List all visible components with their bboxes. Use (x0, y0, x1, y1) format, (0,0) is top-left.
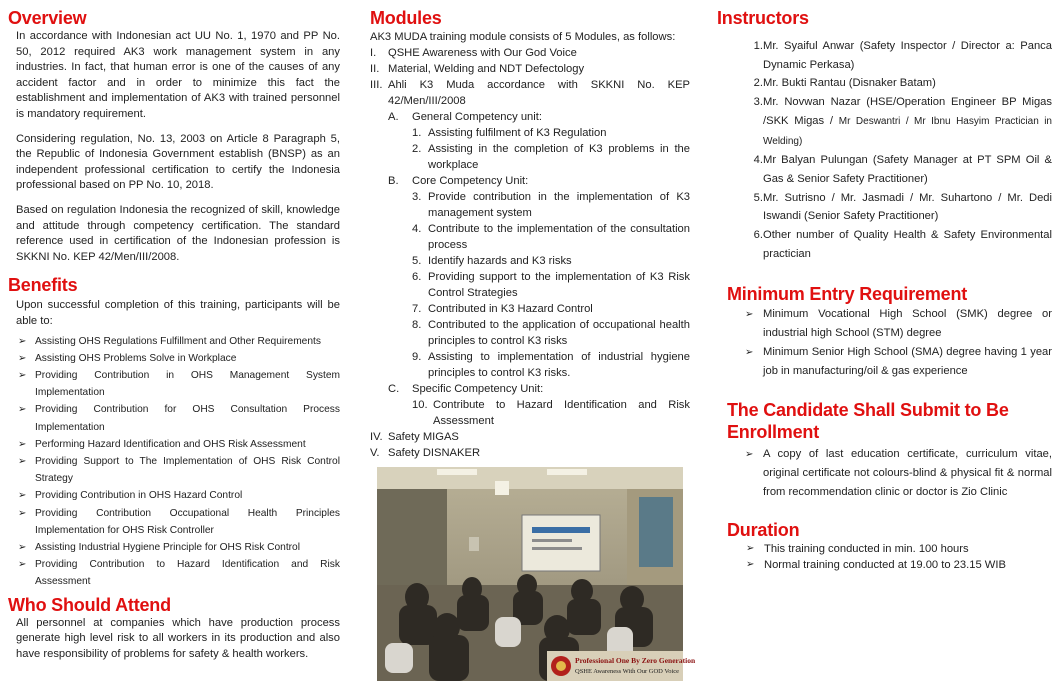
list-item: 5. Mr. Sutrisno / Mr. Jasmadi / Mr. Suhartono / Mr. Dedi Iswandi (Senior Safety Practitioner) (753, 191, 1052, 223)
benefits-intro: Upon successful completion of this training, participants will be able to: (16, 299, 340, 327)
module-unit: 9. Assisting to implementation of industrial hygiene principles to control K3 risks. (412, 351, 690, 379)
list-item: ➢ Performing Hazard Identification and OHS Risk Assessment (18, 436, 340, 453)
module-unit: 8. Contributed to the application of occupational health principles to control K3 risks (412, 319, 690, 347)
module-row: III. Ahli K3 Muda accordance with SKKNI No. KEP 42/Men/III/2008 (370, 79, 690, 107)
attend-body (8, 616, 340, 663)
modules-intro: AK3 MUDA training module consists of 5 Modules, as follows: (370, 31, 676, 43)
list-item: ➢ Assisting OHS Regulations Fulfillment and Other Requirements (18, 333, 340, 350)
arrow-bullet-icon: ➢ (746, 559, 755, 571)
modules-body (370, 29, 690, 461)
list-item: ➢ Minimum Senior High School (SMA) degree having 1 year job in manufacturing/oil & gas experience (745, 343, 1052, 381)
list-item: ➢ Normal training conducted at 19.00 to 23.15 WIB (746, 559, 1006, 572)
arrow-bullet-icon: ➢ (18, 455, 27, 467)
arrow-bullet-icon: ➢ (745, 449, 754, 461)
list-item: ➢ A copy of last education certificate, curriculum vitae, original certificate not colours-blind & physical fit & normal from recommendation clinic or doctor is Zio Clinic (745, 445, 1052, 502)
submit-list (727, 445, 1052, 502)
list-item: 6. Other number of Quality Health & Safety Environmental practician (753, 229, 1052, 260)
arrow-bullet-icon: ➢ (745, 347, 754, 359)
arrow-bullet-icon: ➢ (745, 309, 754, 321)
duration-heading: Duration (727, 520, 800, 541)
overview-body (8, 29, 340, 265)
column-middle (370, 0, 696, 690)
modules-heading: Modules (370, 8, 442, 28)
instructors-list (727, 37, 1052, 263)
list-item: 3. Mr. Novwan Nazar (HSE/Operation Engineer BP Migas /SKK Migas / Mr Deswantri / Mr Ibnu Hasyim Practician in Welding) (753, 96, 1052, 147)
module-row: V. Safety DISNAKER (370, 447, 481, 459)
list-item: ➢ Minimum Vocational High School (SMK) degree or industrial high School (STM) degree (745, 305, 1052, 343)
module-unit: 7. Contributed in K3 Hazard Control (412, 303, 593, 315)
arrow-bullet-icon: ➢ (18, 507, 27, 519)
module-unit: 2. Assisting in the completion of K3 problems in the workplace (412, 143, 690, 171)
attend-text: All personnel at companies which have production process generate high level risk to all workers in its production and also have responsibility of problems for safety & health workers. (16, 616, 340, 660)
arrow-bullet-icon: ➢ (746, 543, 755, 555)
list-item: 1. Mr. Syaiful Anwar (Safety Inspector / Director a: Panca Dynamic Perkasa) (753, 40, 1052, 71)
who-should-attend-heading: Who Should Attend (8, 594, 171, 615)
arrow-bullet-icon: ➢ (18, 559, 27, 571)
overview-paragraph: In accordance with Indonesian act UU No. 1, 1970 and PP No. 50, 2012 required AK3 work management system in any industries. In fact, that human error is one of the causes of any accident factor and in order to minimize this fact the establishment and implementation of AK3 with trained personnel is mandatory requirement. (16, 30, 340, 120)
arrow-bullet-icon: ➢ (18, 352, 27, 364)
instructors-heading: Instructors (717, 8, 809, 28)
requirement-list (727, 305, 1052, 381)
list-item: ➢ Providing Contribution in OHS Management System Implementation (18, 367, 340, 401)
arrow-bullet-icon: ➢ (18, 541, 27, 553)
module-row: II. Material, Welding and NDT Defectology (370, 63, 585, 75)
module-unit: 10. Contribute to Hazard Identification and Risk Assessment (412, 399, 690, 427)
benefits-heading: Benefits (8, 275, 78, 296)
list-item: ➢ Providing Contribution to Hazard Identification and Risk Assessment (18, 556, 340, 590)
module-unit: 6. Providing support to the implementation of K3 Risk Control Strategies (412, 271, 690, 299)
minimum-entry-heading: Minimum Entry Requirement (727, 284, 968, 305)
module-unit: 5. Identify hazards and K3 risks (412, 255, 572, 267)
list-item: 4. Mr Balyan Pulungan (Safety Manager at PT SPM Oil & Gas & Senior Safety Practitioner) (753, 154, 1052, 185)
arrow-bullet-icon: ➢ (18, 490, 27, 502)
module-group-a: A. General Competency unit: (388, 111, 542, 123)
submit-heading: The Candidate Shall Submit to Be Enrollment (727, 400, 1009, 443)
module-unit: 1. Assisting fulfilment of K3 Regulation (412, 127, 607, 139)
module-group-b: B. Core Competency Unit: (388, 175, 529, 187)
arrow-bullet-icon: ➢ (18, 438, 27, 450)
list-item: ➢ Assisting OHS Problems Solve in Workplace (18, 350, 340, 367)
module-group-c: C. Specific Competency Unit: (388, 383, 544, 395)
arrow-bullet-icon: ➢ (18, 404, 27, 416)
duration-list (727, 541, 1052, 573)
arrow-bullet-icon: ➢ (18, 335, 27, 347)
list-item: ➢ Providing Contribution Occupational Health Principles Implementation for OHS Risk Controller (18, 505, 340, 539)
banner-line-2: QSHE Awareness With Our GOD Voice (575, 668, 680, 675)
column-left (8, 0, 340, 690)
list-item: ➢ This training conducted in min. 100 hours (746, 543, 969, 556)
module-row: IV. Safety MIGAS (370, 431, 459, 443)
module-unit: 3. Provide contribution in the implementation of K3 management system (412, 191, 690, 219)
banner-line-1: Professional One By Zero Generation (575, 656, 696, 665)
list-item: 2. Mr. Bukti Rantau (Disnaker Batam) (753, 77, 936, 90)
module-row: I. QSHE Awareness with Our God Voice (370, 47, 577, 59)
list-item: ➢ Providing Support to The Implementation of OHS Risk Control Strategy (18, 453, 340, 487)
overview-paragraph: Considering regulation, No. 13, 2003 on Article 8 Paragraph 5, the Republic of Indonesia Government establish (BNSP) as an independent professional certification to certify the Indonesia professional based on PP No. 10, 2018. (16, 132, 340, 192)
training-class-photo (377, 467, 696, 681)
arrow-bullet-icon: ➢ (18, 369, 27, 381)
module-unit: 4. Contribute to the implementation of the consultation process (412, 223, 690, 251)
list-item: ➢ Assisting Industrial Hygiene Principle for OHS Risk Control (18, 539, 340, 556)
list-item: ➢ Providing Contribution for OHS Consultation Process Implementation (18, 401, 340, 435)
overview-paragraph: Based on regulation Indonesia the recognized of skill, knowledge and attitude through competency certification. The standard reference used in certification of the Indonesian profession is SKKNI No. KEP 42/Men/III/2008. (16, 203, 340, 263)
list-item: ➢ Providing Contribution in OHS Hazard Control (18, 487, 340, 504)
benefits-list (8, 333, 340, 591)
column-right (717, 0, 1052, 690)
classroom-illustration (377, 467, 696, 681)
benefits-body (8, 298, 340, 329)
overview-heading: Overview (8, 8, 87, 28)
